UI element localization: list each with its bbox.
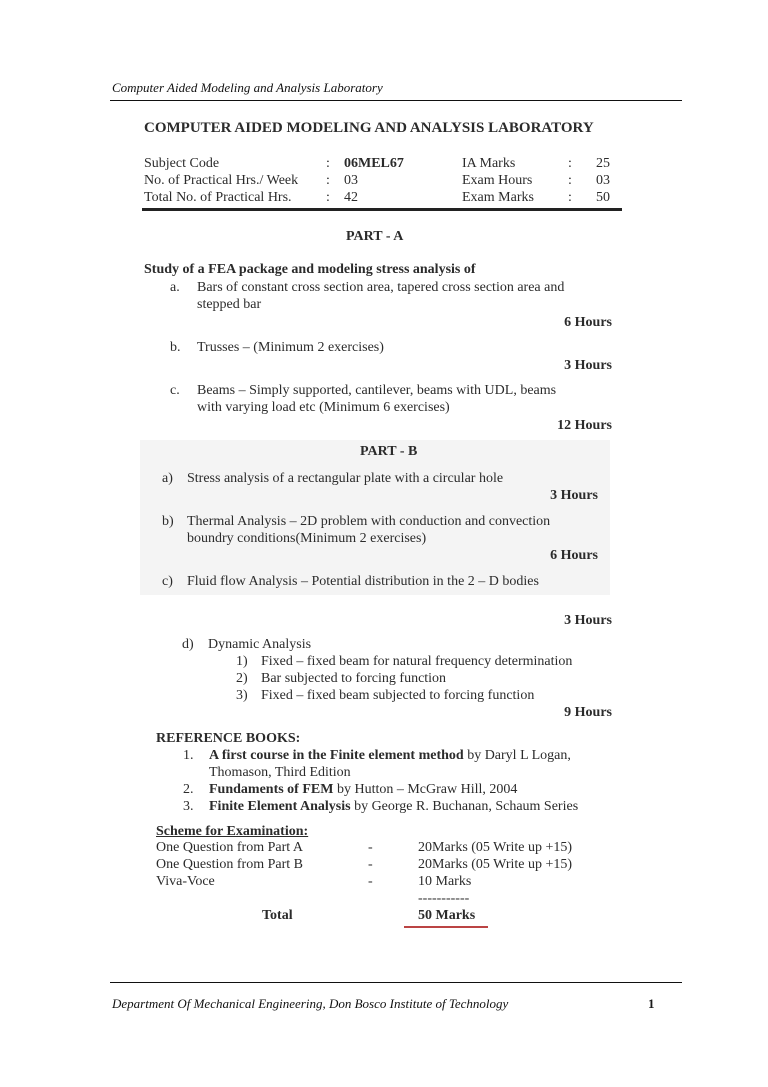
item-text: Beams – Simply supported, cantilever, beams with UDL, beams	[197, 383, 557, 398]
reference-marker: 3.	[183, 799, 194, 814]
item-text: stepped bar	[197, 297, 262, 312]
subitem-marker: 1)	[236, 654, 248, 669]
scheme-heading: Scheme for Examination:	[156, 824, 309, 839]
item-marker: a.	[170, 280, 180, 295]
scheme-label: One Question from Part A	[156, 840, 303, 855]
info-right-label: IA Marks	[462, 156, 516, 171]
info-right-label: Exam Marks	[462, 190, 534, 205]
info-label: Total No. of Practical Hrs.	[144, 190, 292, 205]
scheme-label: One Question from Part B	[156, 857, 303, 872]
subitem-text: Bar subjected to forcing function	[261, 671, 447, 686]
part-b-heading: PART - B	[360, 444, 418, 459]
subitem-marker: 3)	[236, 688, 248, 703]
item-text: Bars of constant cross section area, tapered cross section area and	[197, 280, 565, 295]
scheme-dash: -	[368, 840, 373, 855]
item-hours: 3 Hours	[564, 613, 612, 628]
reference-item	[209, 748, 571, 764]
item-text: Trusses – (Minimum 2 exercises)	[197, 340, 384, 355]
document-title: COMPUTER AIDED MODELING AND ANALYSIS LABORATORY	[144, 120, 594, 136]
info-value: 06MEL67	[344, 156, 404, 171]
item-text: boundry conditions(Minimum 2 exercises)	[187, 531, 427, 546]
total-underline	[404, 926, 488, 928]
info-right-value: 03	[596, 173, 610, 188]
info-right-sep: :	[568, 156, 572, 171]
reference-marker: 2.	[183, 782, 194, 797]
item-text: Fluid flow Analysis – Potential distribution in the 2 – D bodies	[187, 574, 539, 589]
scheme-total-label: Total	[262, 908, 293, 923]
footer-text: Department Of Mechanical Engineering, Don Bosco Institute of Technology	[112, 996, 509, 1011]
info-right-value: 50	[596, 190, 610, 205]
info-right-sep: :	[568, 190, 572, 205]
item-text: Stress analysis of a rectangular plate with a circular hole	[187, 471, 504, 486]
info-sep: :	[326, 156, 330, 171]
item-marker: d)	[182, 637, 194, 652]
info-label: Subject Code	[144, 156, 220, 171]
reference-publisher: Thomason, Third Edition	[209, 765, 351, 780]
info-right-sep: :	[568, 173, 572, 188]
subitem-marker: 2)	[236, 671, 248, 686]
scheme-dash: -	[368, 874, 373, 889]
scheme-divider: -----------	[418, 891, 470, 906]
scheme-dash: -	[368, 857, 373, 872]
item-marker: a)	[162, 471, 173, 486]
item-marker: c)	[162, 574, 173, 589]
reference-title: Finite Element Analysis	[209, 799, 351, 814]
info-sep: :	[326, 173, 330, 188]
header-rule	[110, 100, 682, 101]
dynamic-title: Dynamic Analysis	[208, 637, 312, 652]
part-a-heading: PART - A	[346, 229, 404, 244]
item-marker: c.	[170, 383, 180, 398]
page-number: 1	[648, 996, 655, 1011]
subitem-text: Fixed – fixed beam for natural frequency determination	[261, 654, 573, 669]
reference-item	[209, 799, 578, 815]
info-table-rule	[142, 208, 622, 211]
info-label: No. of Practical Hrs./ Week	[144, 173, 299, 188]
info-right-value: 25	[596, 156, 610, 171]
item-marker: b.	[170, 340, 181, 355]
item-hours: 3 Hours	[550, 488, 598, 503]
footer-rule	[110, 982, 682, 983]
item-text: with varying load etc (Minimum 6 exercises)	[197, 400, 450, 415]
references-heading: REFERENCE BOOKS:	[156, 731, 301, 746]
item-hours: 3 Hours	[564, 358, 612, 373]
reference-marker: 1.	[183, 748, 194, 763]
subitem-text: Fixed – fixed beam subjected to forcing function	[261, 688, 535, 703]
reference-item	[209, 782, 517, 798]
info-sep: :	[326, 190, 330, 205]
scheme-value: 20Marks (05 Write up +15)	[418, 857, 573, 872]
item-hours: 9 Hours	[564, 705, 612, 720]
scheme-value: 20Marks (05 Write up +15)	[418, 840, 573, 855]
reference-title: A first course in the Finite element method	[209, 748, 464, 763]
item-marker: b)	[162, 514, 174, 529]
info-value: 42	[344, 190, 358, 205]
info-value: 03	[344, 173, 358, 188]
scheme-label: Viva-Voce	[156, 874, 215, 889]
item-hours: 12 Hours	[557, 418, 612, 433]
running-header: Computer Aided Modeling and Analysis Laboratory	[112, 80, 383, 95]
reference-author: by Daryl L Logan,	[463, 748, 571, 763]
item-hours: 6 Hours	[550, 548, 598, 563]
info-right-label: Exam Hours	[462, 173, 533, 188]
part-a-intro: Study of a FEA package and modeling stress analysis of	[144, 262, 476, 277]
item-hours: 6 Hours	[564, 315, 612, 330]
reference-author: by George R. Buchanan, Schaum Series	[350, 799, 579, 814]
reference-author: by Hutton – McGraw Hill, 2004	[333, 782, 518, 797]
scheme-value: 10 Marks	[418, 874, 472, 889]
scheme-total-value: 50 Marks	[418, 908, 476, 923]
reference-title: Fundaments of FEM	[209, 782, 334, 797]
item-text: Thermal Analysis – 2D problem with conduction and convection	[187, 514, 551, 529]
